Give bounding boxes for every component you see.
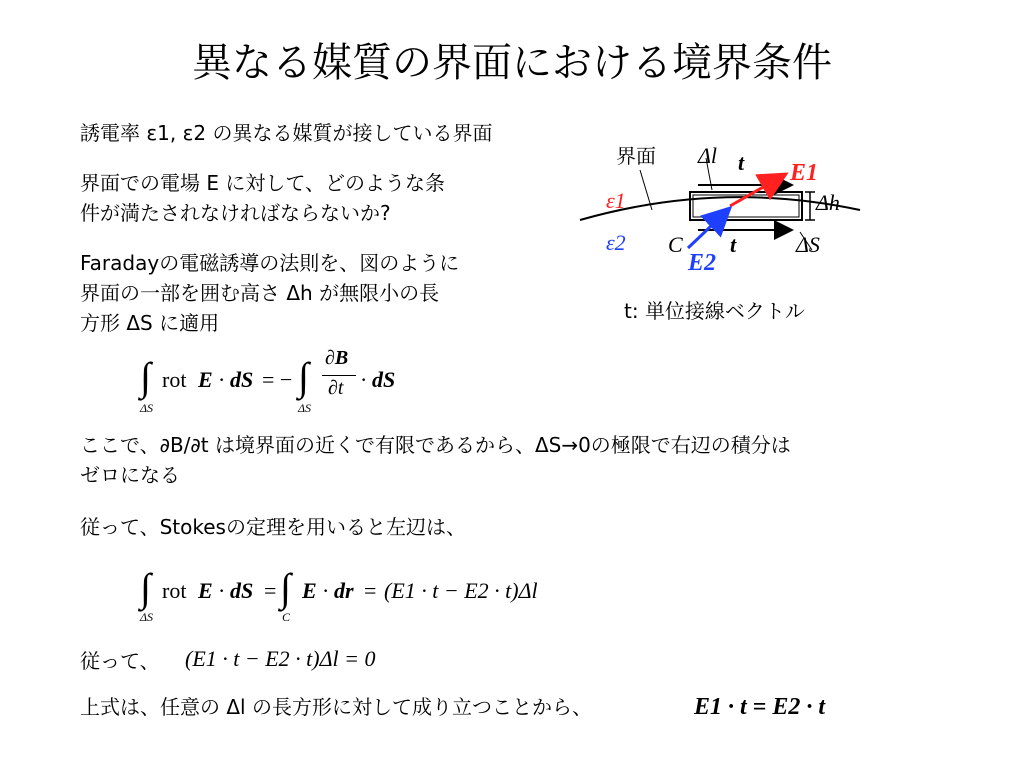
E1-arrow — [730, 174, 786, 206]
eq1-numer: ∂B — [325, 347, 349, 369]
t-bottom-label: t — [730, 232, 737, 257]
interface-pointer — [640, 170, 652, 210]
intro-line-2b: 件が満たされなければならないか? — [80, 201, 391, 225]
t-top-label: t — [738, 150, 745, 175]
eps2-label: ε2 — [606, 230, 626, 255]
interface-label: 界面 — [616, 144, 656, 168]
intro-line-3c: 方形 ΔS に適用 — [80, 311, 220, 335]
stokes-intro: 従って、Stokesの定理を用いると左辺は、 — [80, 515, 466, 539]
intro-line-1: 誘電率 ε1, ε2 の異なる媒質が接している界面 — [80, 121, 493, 145]
intro-line-2a: 界面での電場 E に対して、どのような条 — [80, 171, 445, 195]
intro-line-3b: 界面の一部を囲む高さ Δh が無限小の長 — [80, 281, 440, 305]
interface-diagram — [560, 130, 880, 330]
integral-sign-1: ∫ — [140, 354, 151, 399]
equation-final: E1 · t = E2 · t — [694, 694, 826, 720]
dS-label: ΔS — [796, 232, 820, 257]
explanation-line-b: ゼロになる — [80, 463, 180, 487]
eq1-sub-rhs: ΔS — [298, 401, 312, 415]
equation-result: (E1 · t − E2 · t)Δl = 0 — [185, 646, 376, 671]
eq1-dS: dS — [230, 367, 254, 392]
dl-label: Δl — [698, 143, 718, 168]
intro-line-3a: Faradayの電磁誘導の法則を、図のように — [80, 251, 460, 275]
E1-label: E1 — [790, 160, 819, 186]
eps1-label: ε1 — [606, 188, 626, 213]
eq1-rot: rot — [162, 367, 187, 392]
equation-stokes: ∫ rot E · dS = ∫ E · dr = (E1 · t − E2 · t)Δl ΔS C — [140, 565, 538, 624]
eq1-eqminus: = − — [262, 367, 293, 392]
slide-title: 異なる媒質の界面における境界条件 — [192, 40, 832, 86]
eq1-dS2: dS — [372, 367, 396, 392]
eq1-E: E — [198, 367, 213, 392]
C-label: C — [668, 232, 683, 257]
conclusion-text: 上式は、任意の Δl の長方形に対して成り立つことから、 — [80, 695, 592, 719]
E2-arrow — [688, 208, 730, 248]
integral-sign-2: ∫ — [298, 354, 309, 399]
diagram-caption: t: 単位接線ベクトル — [624, 299, 805, 323]
equation-faraday: ∫ rot E · dS = − ∫ ∂B ∂t · dS ΔS ΔS — [140, 347, 396, 415]
explanation-line-a: ここで、∂B/∂t は境界面の近くで有限であるから、ΔS→0の極限で右辺の積分は — [80, 433, 791, 457]
therefore-label: 従って、 — [80, 649, 160, 673]
dh-label: Δh — [816, 190, 840, 215]
eq1-denom: ∂t — [328, 377, 344, 399]
eq1-sub-lhs: ΔS — [140, 401, 154, 415]
E2-label: E2 — [688, 250, 717, 276]
